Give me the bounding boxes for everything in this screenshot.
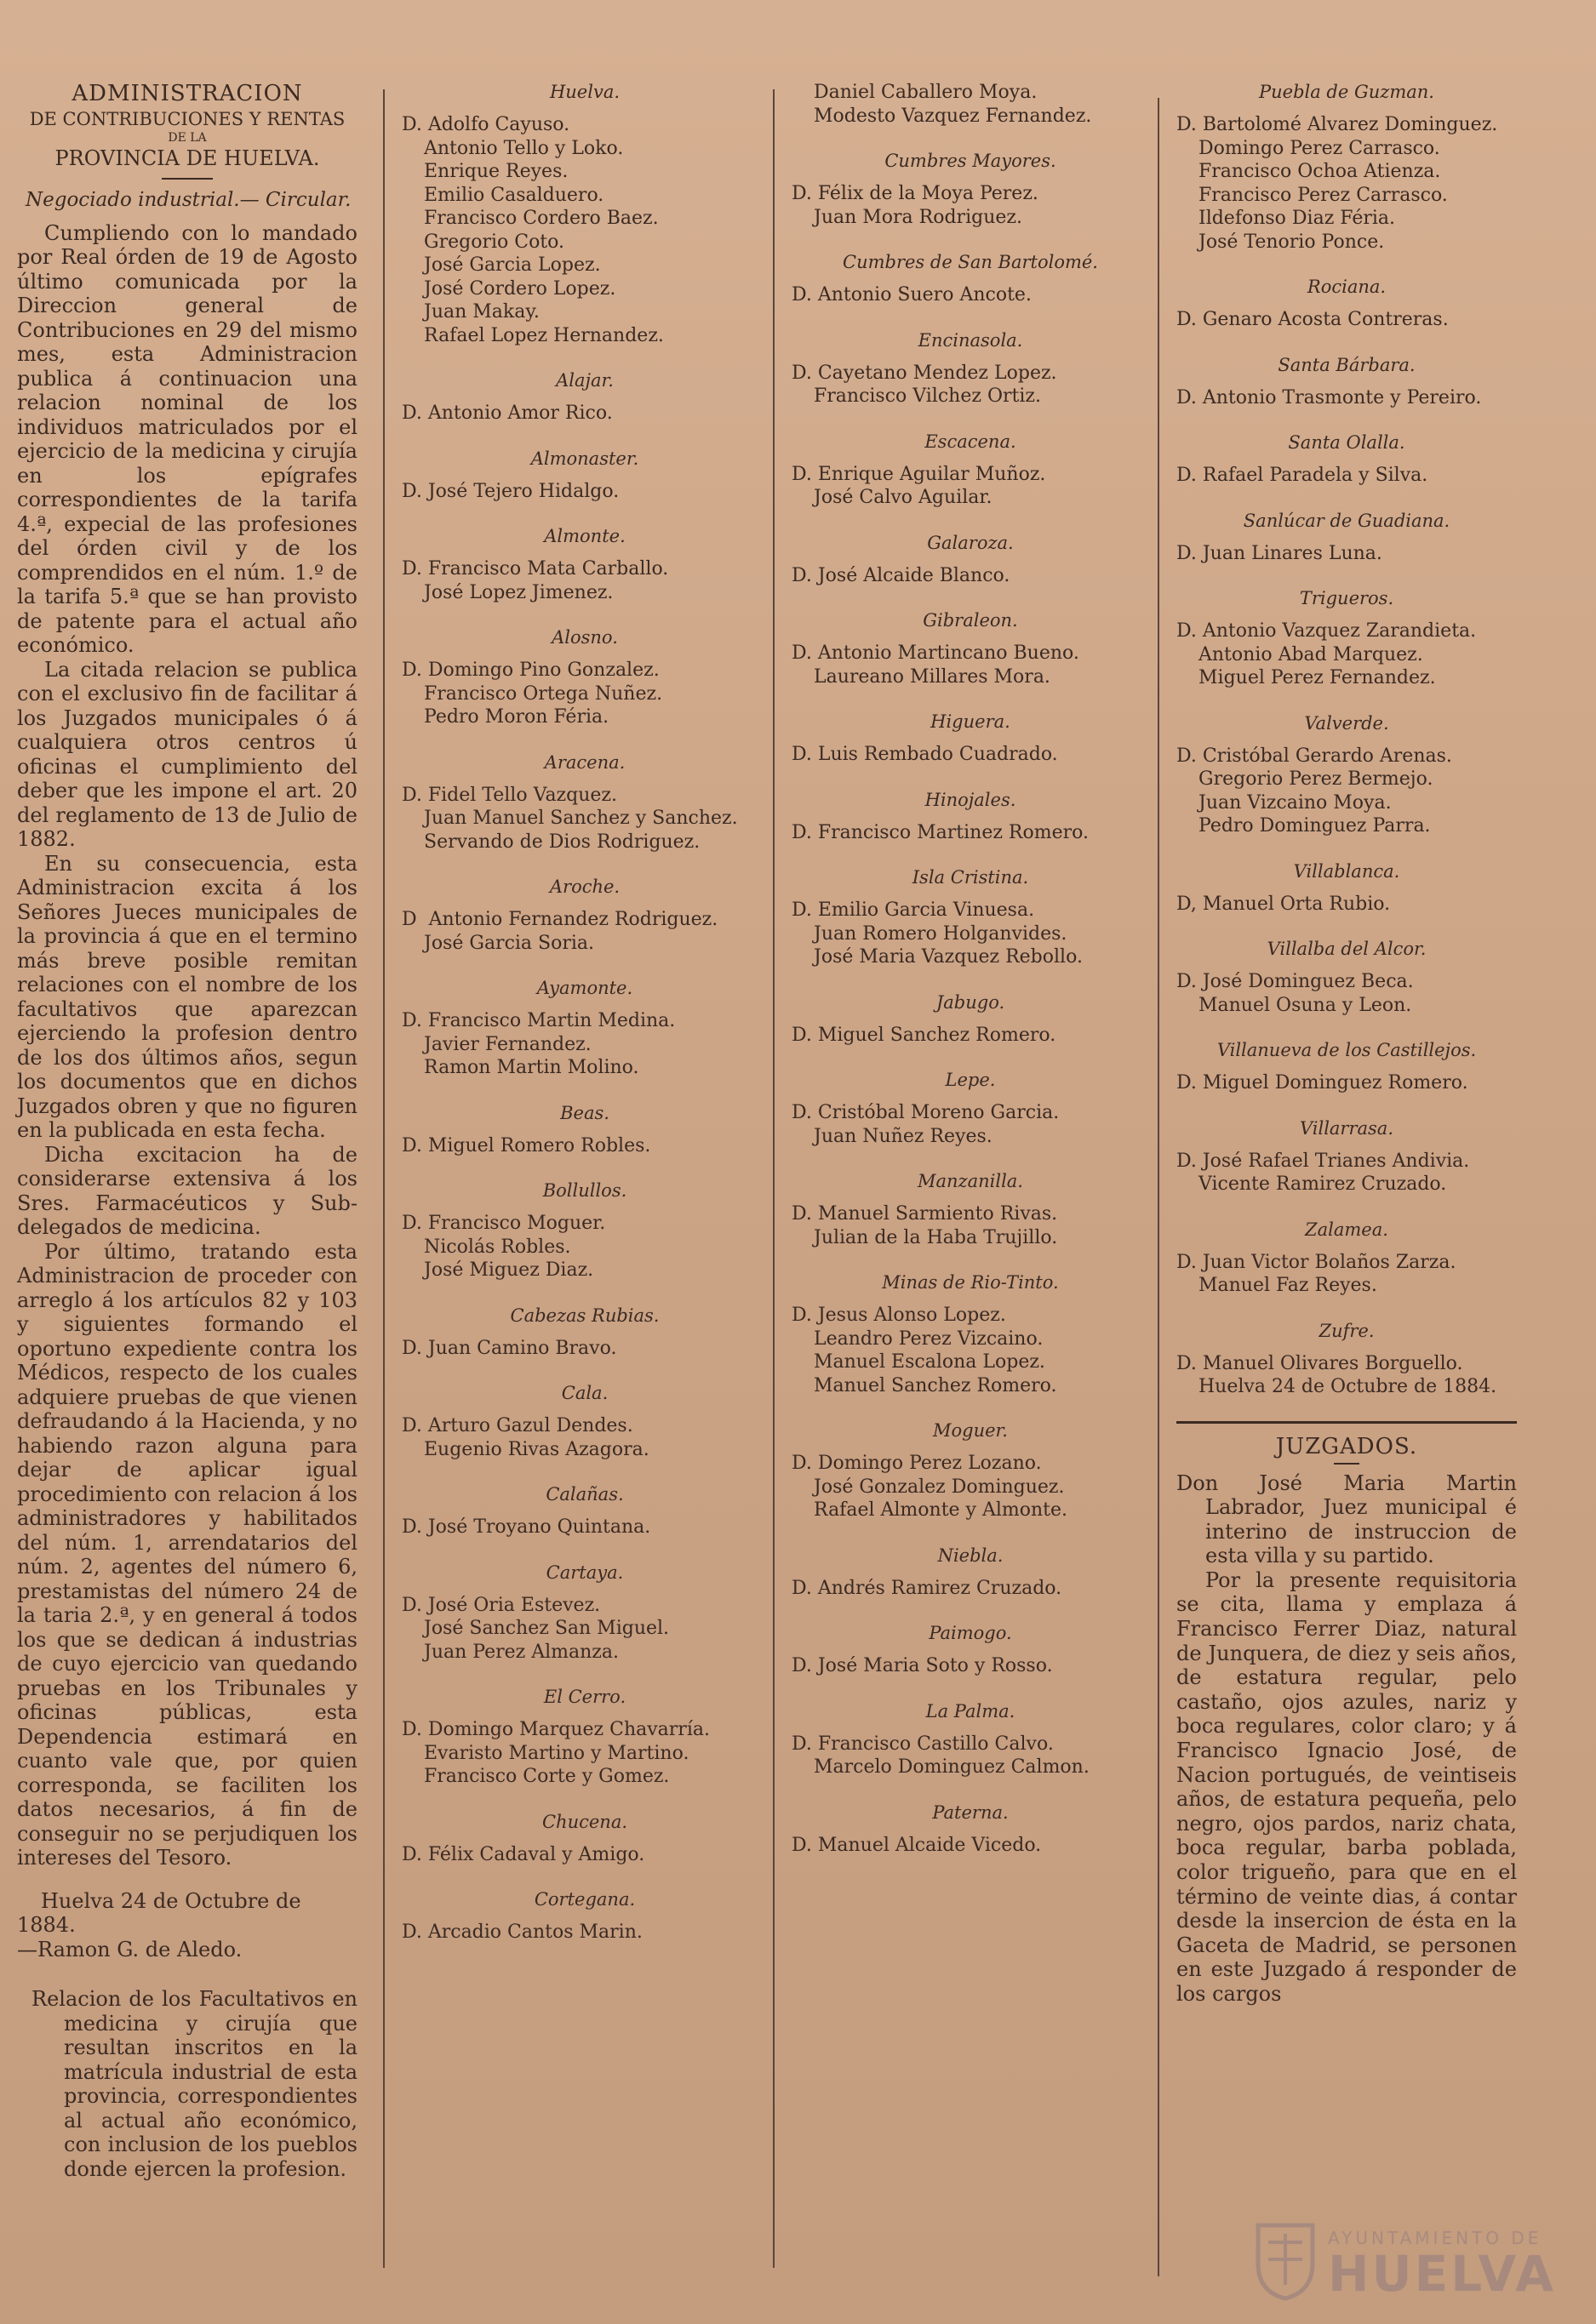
- facultativo-name: Javier Fernandez.: [424, 1033, 592, 1055]
- facultativo-name: Servando de Dios Rodriguez.: [424, 831, 701, 853]
- facultativo-name: Marcelo Dominguez Calmon.: [814, 1756, 1090, 1778]
- names-list: [792, 899, 1149, 969]
- town-block: [792, 81, 1149, 128]
- names-list: [402, 1921, 768, 1944]
- administracion-column: [17, 81, 358, 2201]
- town-heading: Moguer.: [933, 1420, 1008, 1441]
- facultativo-name: D. Juan Linares Luna.: [1176, 542, 1382, 564]
- names-list: [792, 362, 1149, 408]
- administracion-province: PROVINCIA DE HUELVA.: [54, 146, 320, 170]
- facultativo-name: Juan Vizcaino Moya.: [1198, 791, 1392, 814]
- facultativo-name: Manuel Faz Reyes.: [1198, 1275, 1377, 1296]
- town-heading: El Cerro.: [543, 1687, 626, 1707]
- names-list: [1176, 542, 1517, 566]
- facultativo-name: D. José Oria Estevez.: [402, 1594, 601, 1616]
- facultativo-name: Manuel Sanchez Romero.: [814, 1374, 1057, 1396]
- names-list: [402, 908, 768, 955]
- facultativo-name: D. Arturo Gazul Dendes.: [402, 1415, 633, 1436]
- facultativo-name: Juan Perez Almanza.: [424, 1641, 619, 1663]
- facultativos-column-3: [792, 81, 1149, 1879]
- names-list: [1176, 464, 1517, 488]
- facultativo-name: D. Fidel Tello Vazquez.: [402, 784, 617, 806]
- facultativo-name: Manuel Escalona Lopez.: [814, 1351, 1045, 1373]
- town-block: [792, 1419, 1149, 1522]
- facultativo-name: Francisco Cordero Baez.: [424, 208, 659, 229]
- facultativo-name: D. Antonio Amor Rico.: [402, 403, 613, 424]
- facultativo-name: D. José Troyano Quintana.: [402, 1516, 651, 1538]
- facultativo-name: D. Miguel Dominguez Romero.: [1176, 1072, 1468, 1093]
- town-block: [792, 1700, 1149, 1779]
- facultativo-name: Enrique Reyes.: [424, 161, 569, 182]
- town-heading: Villarrasa.: [1299, 1117, 1394, 1139]
- watermark-line1: AYUNTAMIENTO DE: [1328, 2228, 1542, 2248]
- administracion-subtitle: DE CONTRIBUCIONES Y RENTAS: [29, 109, 346, 129]
- facultativo-name: D. Bartolomé Alvarez Dominguez.: [1176, 114, 1498, 135]
- facultativo-name: Juan Manuel Sanchez y Sanchez.: [424, 808, 738, 829]
- facultativo-name: D. Domingo Marquez Chavarría.: [402, 1719, 710, 1740]
- town-block: [1176, 1039, 1517, 1095]
- names-list: [402, 784, 768, 854]
- names-list: [792, 1101, 1149, 1148]
- names-list: [792, 182, 1149, 229]
- circular-signature: —Ramon G. de Aledo.: [17, 1937, 243, 1961]
- town-heading: Chucena.: [541, 1811, 628, 1832]
- names-list: [402, 1718, 768, 1789]
- facultativo-name: D. Manuel Sarmiento Rivas.: [792, 1203, 1058, 1225]
- facultativo-name: Laureano Millares Mora.: [814, 665, 1050, 688]
- facultativo-name: José Tenorio Ponce.: [1198, 231, 1385, 253]
- town-heading: Alajar.: [556, 370, 614, 391]
- watermark-line2: HUELVA: [1328, 2245, 1557, 2303]
- facultativo-name: D. Cristóbal Gerardo Arenas.: [1176, 745, 1452, 767]
- town-block: [792, 1069, 1149, 1148]
- town-heading: Villablanca.: [1293, 860, 1400, 882]
- town-block: [402, 1483, 768, 1539]
- names-list: [792, 642, 1149, 688]
- town-block: [402, 369, 768, 425]
- town-heading: Isla Cristina.: [912, 867, 1029, 888]
- town-block: [792, 1271, 1149, 1397]
- facultativo-name: D Antonio Fernandez Rodriguez.: [402, 909, 718, 930]
- facultativo-name: José Cordero Lopez.: [424, 277, 616, 300]
- facultativo-name: Daniel Caballero Moya.: [814, 82, 1038, 103]
- names-list: [792, 821, 1149, 845]
- town-heading: Aroche.: [549, 876, 621, 897]
- town-heading: Beas.: [560, 1102, 609, 1123]
- facultativo-name: Nicolás Robles.: [424, 1236, 571, 1258]
- town-heading: Bollullos.: [542, 1180, 627, 1201]
- names-list: [402, 480, 768, 504]
- facultativo-name: Miguel Perez Fernandez.: [1198, 667, 1436, 688]
- facultativo-name: Rafael Lopez Hernandez.: [424, 324, 664, 346]
- names-list: [792, 81, 1149, 128]
- town-block: [1176, 712, 1517, 838]
- names-list: [1176, 1071, 1517, 1095]
- names-list: [402, 1414, 768, 1461]
- town-block: [402, 81, 768, 347]
- town-block: [1176, 354, 1517, 410]
- names-list: [402, 1843, 768, 1867]
- town-block: [792, 866, 1149, 969]
- facultativo-name: D. Cristóbal Moreno Garcia.: [792, 1102, 1060, 1123]
- town-block: [1176, 860, 1517, 916]
- town-heading: Manzanilla.: [917, 1171, 1023, 1191]
- facultativo-name: José Gonzalez Dominguez.: [814, 1476, 1065, 1498]
- coat-of-arms-icon: [1251, 2217, 1319, 2302]
- town-heading: Aracena.: [544, 751, 626, 773]
- town-block: [792, 532, 1149, 588]
- town-heading: Valverde.: [1304, 712, 1389, 734]
- town-heading: Cumbres de San Bartolomé.: [843, 252, 1098, 272]
- town-block: [402, 1305, 768, 1361]
- town-block: [1176, 1219, 1517, 1298]
- facultativo-name: D. Arcadio Cantos Marin.: [402, 1921, 643, 1943]
- divider: [1334, 1463, 1359, 1465]
- town-heading: Cala.: [561, 1383, 609, 1403]
- town-block: [402, 876, 768, 955]
- facultativo-name: Huelva 24 de Octubre de 1884.: [1198, 1376, 1497, 1397]
- names-list: [792, 1202, 1149, 1249]
- names-list: [1176, 970, 1517, 1017]
- names-list: [792, 564, 1149, 588]
- town-heading: Paimogo.: [929, 1623, 1012, 1643]
- facultativo-name: Ramon Martin Molino.: [424, 1057, 639, 1078]
- facultativo-name: Juan Mora Rodriguez.: [814, 206, 1022, 228]
- town-block: [792, 711, 1149, 767]
- town-block: [1176, 587, 1517, 690]
- facultativo-name: Juan Makay.: [424, 301, 540, 323]
- town-block: [792, 329, 1149, 408]
- facultativos-column-4: [1176, 81, 1517, 2007]
- town-block: [402, 1562, 768, 1664]
- facultativo-name: D. Jesus Alonso Lopez.: [792, 1305, 1006, 1326]
- facultativo-name: Francisco Ochoa Atienza.: [1198, 161, 1441, 182]
- facultativo-name: D. José Maria Soto y Rosso.: [792, 1655, 1053, 1676]
- facultativo-name: D. Genaro Acosta Contreras.: [1176, 309, 1449, 330]
- facultativo-name: Julian de la Haba Trujillo.: [814, 1226, 1058, 1248]
- facultativo-name: Evaristo Martino y Martino.: [424, 1742, 689, 1764]
- town-block: [792, 609, 1149, 688]
- names-list: [1176, 1251, 1517, 1298]
- archive-watermark: [1251, 2213, 1558, 2306]
- town-heading: Minas de Rio-Tinto.: [882, 1272, 1059, 1293]
- facultativo-name: Francisco Corte y Gomez.: [424, 1766, 670, 1787]
- facultativo-name: D. Francisco Castillo Calvo.: [792, 1733, 1054, 1755]
- names-list: [792, 1577, 1149, 1601]
- facultativo-name: José Maria Vazquez Rebollo.: [814, 946, 1083, 968]
- facultativo-name: D. Antonio Vazquez Zarandieta.: [1176, 620, 1477, 642]
- town-block: [402, 977, 768, 1080]
- names-list: [402, 402, 768, 425]
- divider: [162, 178, 213, 180]
- facultativo-name: D. Francisco Moguer.: [402, 1213, 606, 1234]
- facultativo-name: Francisco Vilchez Ortiz.: [814, 385, 1041, 407]
- town-heading: Paterna.: [932, 1802, 1009, 1823]
- juzgados-intro: Don José Maria Martin Labrador, Juez municipal é interino de instruccion de esta villa y su partido.: [1176, 1470, 1517, 1568]
- facultativos-column-2: [402, 81, 768, 1967]
- names-list: [402, 1337, 768, 1361]
- town-block: [1176, 276, 1517, 332]
- town-heading: Gibraleon.: [923, 610, 1018, 631]
- town-heading: Zufre.: [1319, 1320, 1375, 1341]
- town-block: [402, 448, 768, 504]
- facultativo-name: D. José Alcaide Blanco.: [792, 564, 1010, 586]
- facultativo-name: José Miguez Diaz.: [424, 1259, 594, 1281]
- circular-paragraph: En su consecuencia, esta Administracion excita á los Señores Jueces municipales de la provincia á que en el termino más breve posible remitan relaciones con el nombre de los facultativos que aparezcan ejerciendo la profesion dentro de los dos últimos años, segun los documentos que en dichos Juzgados obren y que no figuren en la publicada en esta fecha.: [17, 851, 358, 1142]
- names-list: [1176, 1352, 1517, 1399]
- town-heading: Higuera.: [930, 711, 1010, 732]
- facultativo-name: D. José Tejero Hidalgo.: [402, 480, 620, 502]
- town-block: [792, 1170, 1149, 1249]
- facultativo-name: D. Juan Victor Bolaños Zarza.: [1176, 1251, 1456, 1273]
- town-heading: Niebla.: [937, 1545, 1004, 1566]
- town-heading: Santa Bárbara.: [1278, 354, 1416, 375]
- names-list: [792, 283, 1149, 307]
- town-heading: Calañas.: [546, 1484, 624, 1505]
- facultativo-name: D. Antonio Suero Ancote.: [792, 284, 1032, 305]
- relacion-heading: Relacion de los Facultativos en medicina y cirujía que resultan inscritos en la matrícula industrial de esta provincia, correspondientes al actual año económico, con inclusion de los pueblos donde ejercen la profesion.: [31, 1987, 358, 2181]
- town-heading: Alosno.: [552, 627, 618, 648]
- names-list: [792, 1304, 1149, 1397]
- names-list: [1176, 893, 1517, 916]
- town-block: [792, 991, 1149, 1048]
- circular-dateline: Huelva 24 de Octubre de 1884.: [17, 1888, 301, 1937]
- facultativo-name: José Lopez Jimenez.: [424, 581, 614, 603]
- town-heading: Puebla de Guzman.: [1259, 82, 1434, 102]
- town-block: [792, 1545, 1149, 1601]
- names-list: [792, 1024, 1149, 1048]
- town-heading: Zalamea.: [1305, 1219, 1388, 1240]
- town-block: [792, 1802, 1149, 1858]
- town-heading: Escacena.: [924, 431, 1016, 452]
- names-list: [402, 1594, 768, 1664]
- facultativo-name: D. Domingo Perez Lozano.: [792, 1453, 1042, 1474]
- town-heading: Almonaster.: [530, 448, 639, 469]
- facultativo-name: Pedro Moron Féria.: [424, 706, 609, 728]
- town-block: [792, 1622, 1149, 1678]
- town-heading: Sanlúcar de Guadiana.: [1243, 510, 1450, 531]
- circular-paragraph: Por último, tratando esta Administracion de proceder con arreglo á los artículos 82 y 103 y siguientes formando el oportuno expediente contra los Médicos, respecto de los cuales adquiere pruebas de que vienen defraudando á la Hacienda, y no habiendo razon alguna para dejar de aplicar igual procedimiento con relacion á los administradores y habilitados del núm. 1, arrendatarios del núm. 2, agentes del número 6, prestamistas del número 24 de la taria 2.ª, y en general á todos los que se dedican á industrias de cuyo ejercicio van quedando pruebas en los Tribunales y oficinas públicas, esta Dependencia estimará en cuanto vale que, por quien corresponda, se faciliten los datos necesarios, á fin de conseguir no se perjudiquen los intereses del Tesoro.: [17, 1239, 358, 1870]
- town-heading: Lepe.: [945, 1070, 996, 1090]
- circular-paragraph: La citada relacion se publica con el exclusivo fin de facilitar á los Juzgados municipales ó á cualquiera otros centros ú oficinas el cumplimiento del deber que les impone el art. 20 del reglamento de 13 de Julio de 1882.: [17, 657, 358, 851]
- facultativo-name: Francisco Ortega Nuñez.: [424, 682, 663, 705]
- town-block: [792, 431, 1149, 510]
- facultativo-name: Juan Nuñez Reyes.: [814, 1125, 992, 1147]
- names-list: [402, 557, 768, 604]
- facultativo-name: Juan Romero Holganvides.: [814, 922, 1067, 945]
- names-list: [1176, 1150, 1517, 1196]
- facultativo-name: D. Manuel Alcaide Vicedo.: [792, 1834, 1042, 1856]
- facultativo-name: Domingo Perez Carrasco.: [1198, 137, 1440, 159]
- names-list: [1176, 308, 1517, 332]
- section-rule: [1176, 1421, 1517, 1424]
- names-list: [792, 1654, 1149, 1678]
- facultativo-name: D. Félix Cadaval y Amigo.: [402, 1843, 645, 1865]
- facultativo-name: Ildefonso Diaz Féria.: [1198, 208, 1396, 229]
- facultativo-name: D. Domingo Pino Gonzalez.: [402, 660, 660, 681]
- negociado-heading: Negociado industrial.— Circular.: [26, 189, 352, 211]
- facultativo-name: Leandro Perez Vizcaino.: [814, 1328, 1044, 1350]
- facultativo-name: D. Miguel Sanchez Romero.: [792, 1024, 1056, 1046]
- town-block: [402, 1686, 768, 1789]
- facultativo-name: Francisco Perez Carrasco.: [1198, 184, 1448, 206]
- facultativo-name: José Sanchez San Miguel.: [424, 1618, 670, 1639]
- town-heading: Rociana.: [1307, 277, 1387, 297]
- town-block: [1176, 1320, 1517, 1399]
- facultativo-name: Antonio Tello y Loko.: [424, 137, 624, 159]
- facultativo-name: D. Cayetano Mendez Lopez.: [792, 362, 1057, 384]
- town-block: [792, 150, 1149, 229]
- town-block: [402, 751, 768, 854]
- names-list: [1176, 386, 1517, 410]
- town-heading: Cumbres Mayores.: [884, 151, 1056, 171]
- town-block: [402, 525, 768, 604]
- facultativo-name: D. Emilio Garcia Vinuesa.: [792, 899, 1035, 921]
- facultativo-name: Gregorio Coto.: [424, 231, 564, 253]
- facultativo-name: D. Luis Rembado Cuadrado.: [792, 744, 1058, 765]
- town-heading: Cortegana.: [534, 1889, 636, 1910]
- facultativo-name: D. Félix de la Moya Perez.: [792, 183, 1038, 204]
- town-block: [792, 789, 1149, 845]
- facultativo-name: Manuel Osuna y Leon.: [1198, 994, 1412, 1016]
- town-block: [402, 1179, 768, 1282]
- town-heading: Trigueros.: [1299, 588, 1394, 608]
- town-block: [402, 1811, 768, 1867]
- facultativo-name: D. Andrés Ramirez Cruzado.: [792, 1577, 1062, 1599]
- town-block: [402, 1382, 768, 1461]
- facultativo-name: José Garcia Soria.: [424, 932, 595, 954]
- facultativo-name: D. Francisco Martin Medina.: [402, 1010, 676, 1031]
- town-heading: Hinojales.: [924, 789, 1016, 810]
- names-list: [792, 1733, 1149, 1779]
- names-list: [792, 1452, 1149, 1522]
- facultativo-name: José Garcia Lopez.: [424, 254, 601, 276]
- town-heading: Ayamonte.: [536, 978, 633, 998]
- circular-paragraph: Cumpliendo con lo mandado por Real órden de 19 de Agosto último comunicada por la Direccion general de Contribuciones en 29 del mismo mes, esta Administracion publica á continuacion una relacion nominal de los individuos matriculados por el ejercicio de la medicina y cirujía en los epígrafes correspondientes de la tarifa 4.ª, expecial de las profesiones del órden civil y de los comprendidos en el núm. 1.º de la tarifa 5.ª que se han provisto de patente para el actual año económico.: [17, 220, 358, 657]
- facultativo-name: D. Adolfo Cayuso.: [402, 114, 570, 135]
- facultativo-name: D. Francisco Martinez Romero.: [792, 821, 1089, 843]
- column-rule: [383, 89, 385, 2268]
- names-list: [792, 743, 1149, 767]
- town-heading: Villalba del Alcor.: [1267, 939, 1427, 959]
- town-block: [402, 1888, 768, 1944]
- town-block: [402, 1102, 768, 1158]
- facultativo-name: D. Francisco Mata Carballo.: [402, 558, 669, 580]
- town-block: [1176, 510, 1517, 566]
- juzgados-title: JUZGADOS.: [1275, 1433, 1418, 1459]
- column-rule: [773, 89, 775, 2268]
- facultativo-name: D. Rafael Paradela y Silva.: [1176, 465, 1428, 486]
- town-heading: La Palma.: [925, 1700, 1015, 1722]
- town-heading: Cartaya.: [546, 1562, 624, 1583]
- facultativo-name: Antonio Abad Marquez.: [1198, 643, 1423, 665]
- names-list: [402, 1516, 768, 1539]
- facultativo-name: D. Manuel Olivares Borguello.: [1176, 1352, 1463, 1374]
- facultativo-name: Pedro Dominguez Parra.: [1198, 815, 1431, 837]
- names-list: [1176, 113, 1517, 254]
- circular-paragraph: Dicha excitacion ha de considerarse extensiva á los Sres. Farmacéuticos y Sub-delegados de medicina.: [17, 1142, 358, 1239]
- facultativo-name: Eugenio Rivas Azagora.: [424, 1438, 649, 1460]
- town-block: [1176, 81, 1517, 254]
- column-rule: [1158, 98, 1159, 2276]
- facultativo-name: Emilio Casalduero.: [424, 184, 604, 206]
- names-list: [402, 659, 768, 729]
- names-list: [402, 1134, 768, 1158]
- town-block: [1176, 1117, 1517, 1196]
- town-heading: Encinasola.: [918, 329, 1023, 351]
- names-list: [402, 113, 768, 347]
- facultativo-name: D. José Rafael Trianes Andivia.: [1176, 1150, 1470, 1172]
- facultativo-name: Gregorio Perez Bermejo.: [1198, 768, 1433, 790]
- facultativo-name: D, Manuel Orta Rubio.: [1176, 893, 1391, 915]
- names-list: [402, 1009, 768, 1080]
- administracion-de-la: DE LA: [168, 131, 207, 145]
- names-list: [1176, 745, 1517, 838]
- administracion-title: ADMINISTRACION: [72, 81, 303, 106]
- town-heading: Huelva.: [549, 82, 621, 102]
- names-list: [1176, 620, 1517, 690]
- town-heading: Villanueva de los Castillejos.: [1216, 1040, 1477, 1060]
- facultativo-name: D. Juan Camino Bravo.: [402, 1337, 617, 1359]
- town-heading: Santa Olalla.: [1288, 432, 1405, 453]
- town-heading: Cabezas Rubias.: [510, 1305, 660, 1326]
- facultativo-name: D. Antonio Martincano Bueno.: [792, 642, 1079, 664]
- facultativo-name: Modesto Vazquez Fernandez.: [814, 105, 1092, 127]
- facultativo-name: D. Miguel Romero Robles.: [402, 1134, 651, 1156]
- juzgados-body: Por la presente requisitoria se cita, llama y emplaza á Francisco Ferrer Diaz, natural de Junquera, de diez y seis años, de estatura regular, pelo castaño, ojos azules, nariz y boca regulares, color claro; y á Francisco Ignacio José, de Nacion portugués, de veintiseis años, de estatura pequeña, pelo negro, ojos pardos, nariz chata, boca regular, barba poblada, color trigueño, para que en el término de veinte dias, á contar desde la insercion de ésta en la Gaceta de Madrid, se personen en este Juzgado á responder de los cargos: [1176, 1567, 1517, 2006]
- facultativo-name: D. Enrique Aguilar Muñoz.: [792, 463, 1046, 485]
- town-heading: Almonte.: [544, 526, 626, 546]
- names-list: [402, 1212, 768, 1282]
- facultativo-name: D. Antonio Trasmonte y Pereiro.: [1176, 386, 1482, 408]
- town-block: [402, 626, 768, 729]
- town-heading: Jabugo.: [935, 991, 1005, 1013]
- names-list: [792, 463, 1149, 510]
- facultativo-name: D. José Dominguez Beca.: [1176, 971, 1414, 992]
- facultativo-name: José Calvo Aguilar.: [814, 487, 992, 508]
- town-heading: Galaroza.: [927, 532, 1014, 553]
- facultativos-list: [1176, 81, 1517, 1399]
- facultativo-name: Vicente Ramirez Cruzado.: [1198, 1173, 1447, 1195]
- town-block: [792, 251, 1149, 307]
- facultativo-name: Rafael Almonte y Almonte.: [814, 1499, 1068, 1521]
- town-block: [1176, 938, 1517, 1017]
- town-block: [1176, 431, 1517, 488]
- names-list: [792, 1834, 1149, 1858]
